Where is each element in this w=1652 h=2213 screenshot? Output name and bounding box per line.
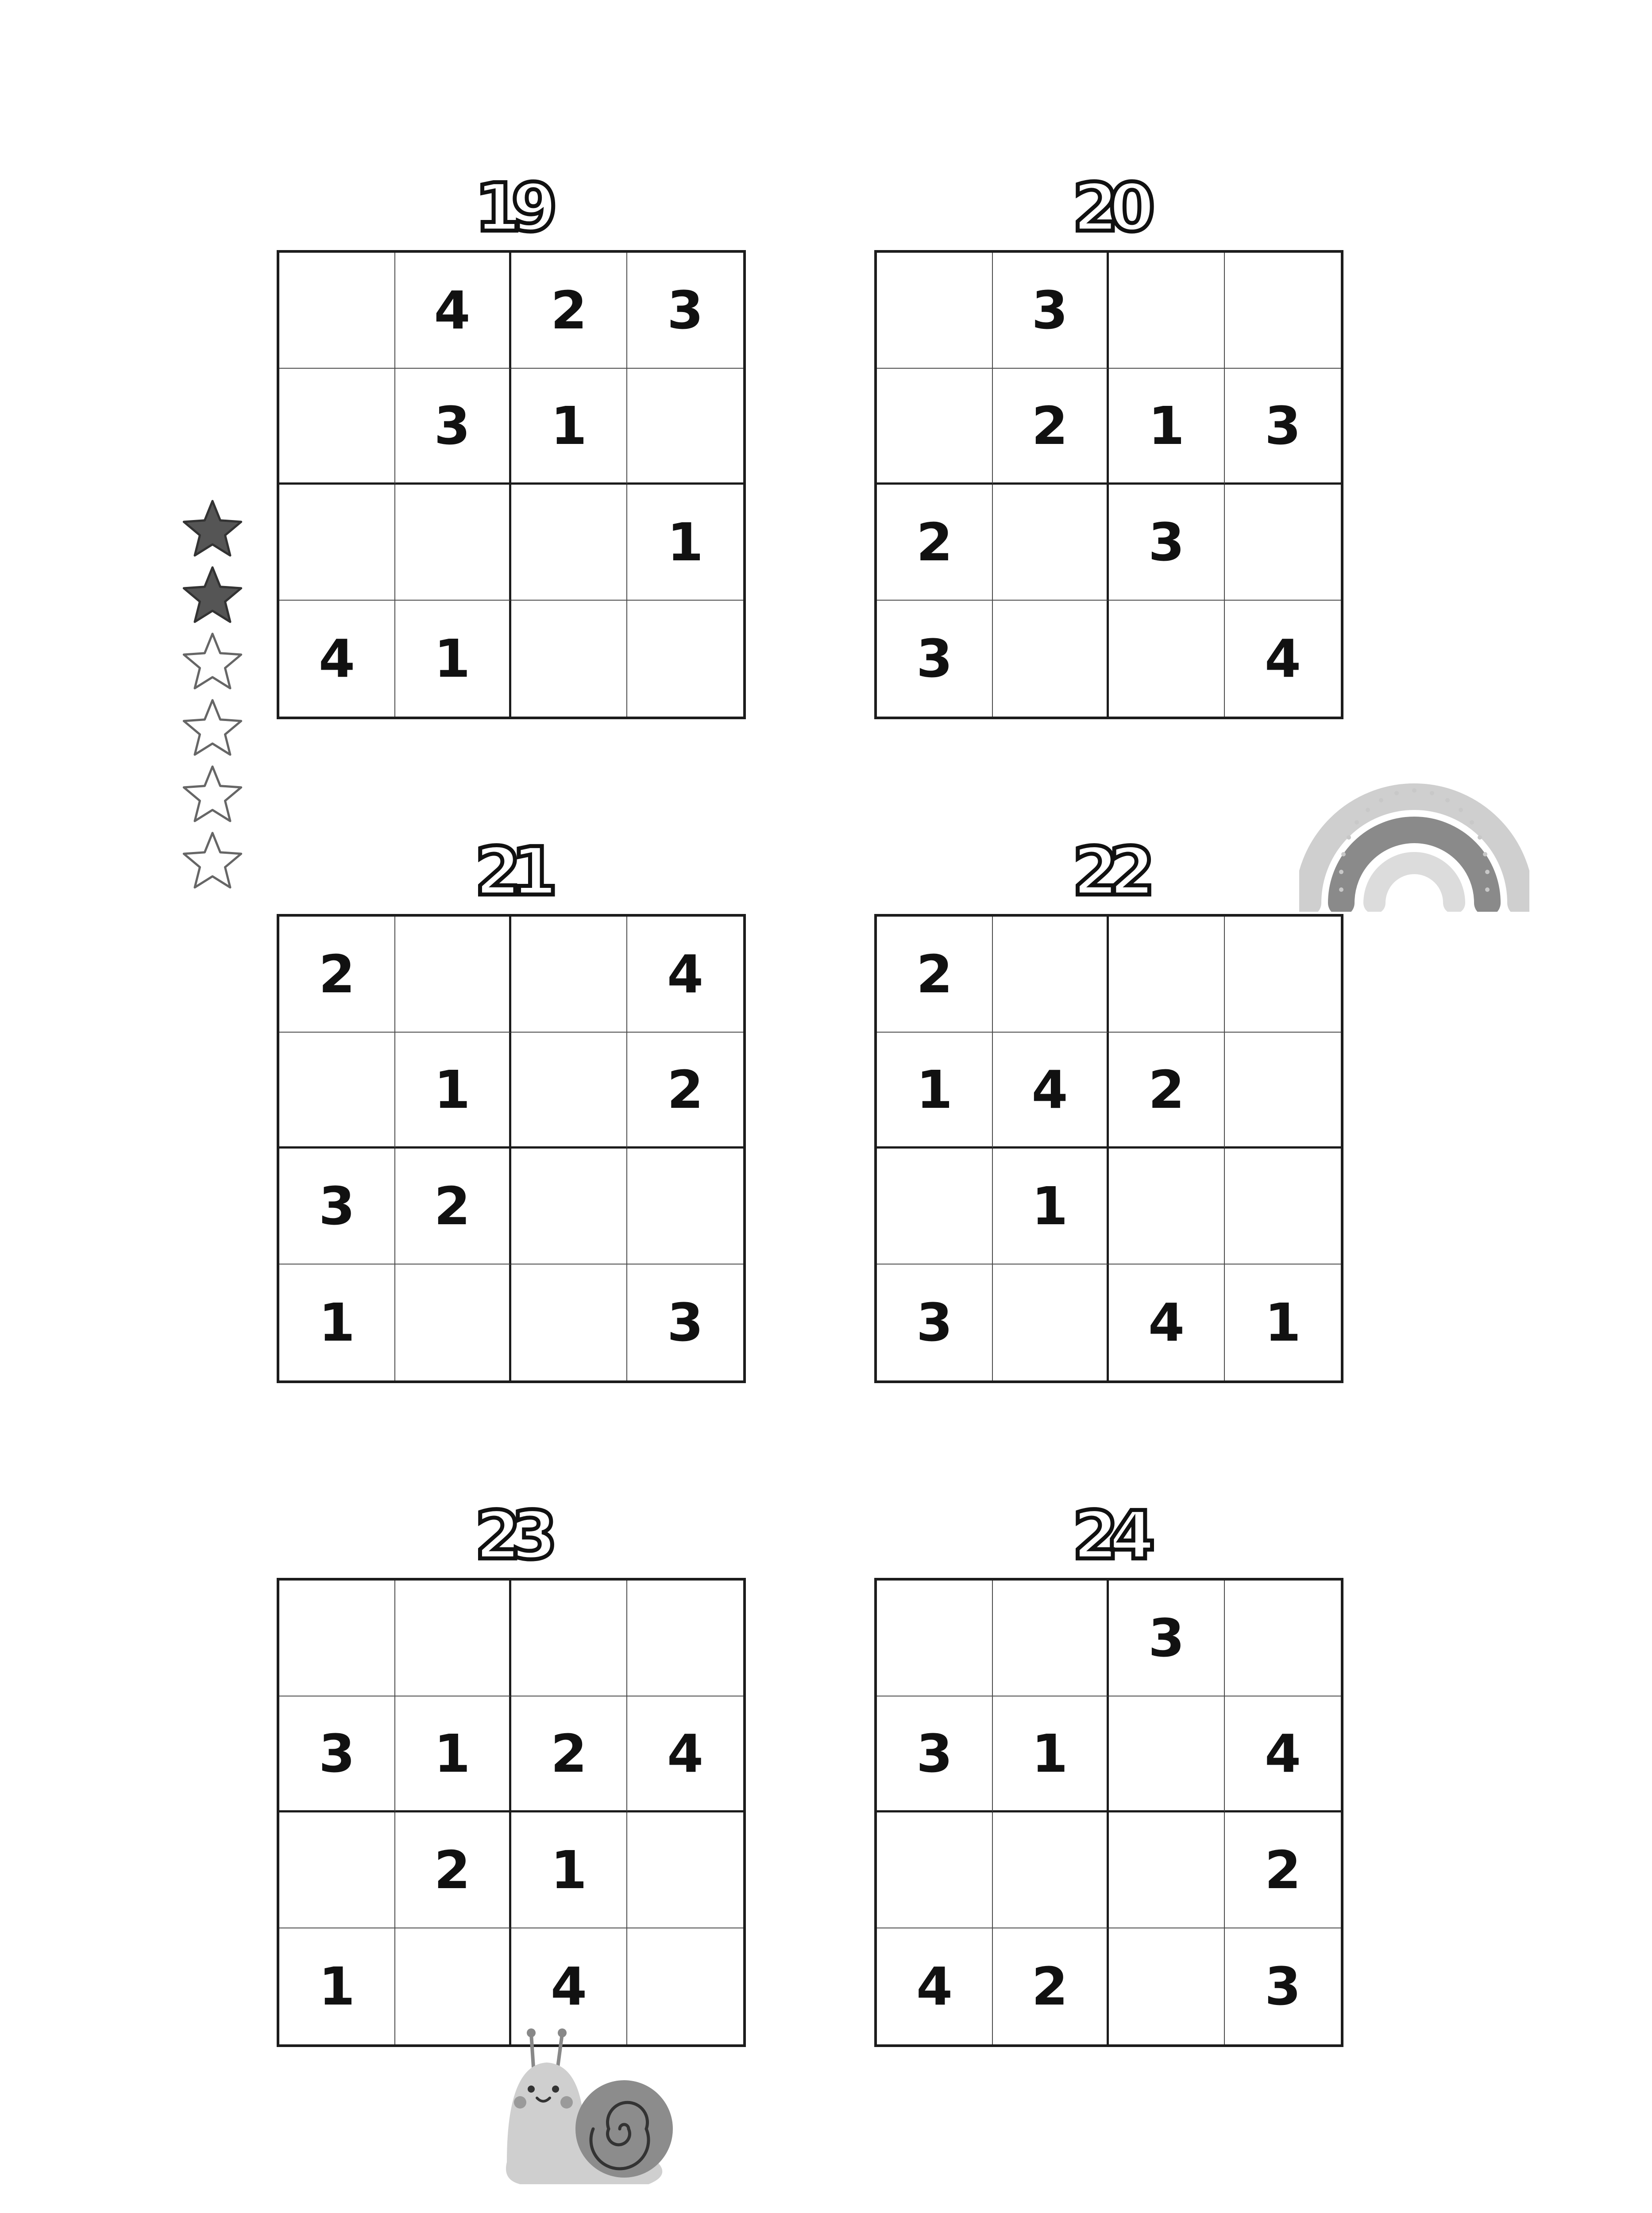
sudoku-cell[interactable]: 4 [877, 1928, 993, 2044]
empty-star-icon [179, 761, 246, 828]
puzzle-number: 24 [1072, 1497, 1146, 1574]
sudoku-cell[interactable] [279, 253, 395, 369]
sudoku-grid [874, 914, 1343, 1383]
sudoku-cell[interactable]: 2 [1109, 1033, 1225, 1149]
sudoku-cell[interactable] [1109, 1149, 1225, 1265]
sudoku-cell[interactable] [877, 253, 993, 369]
sudoku-cell[interactable]: 2 [511, 253, 627, 369]
sudoku-cell[interactable] [877, 369, 993, 485]
sudoku-cell[interactable]: 2 [395, 1149, 511, 1265]
empty-star-icon [179, 828, 246, 894]
sudoku-cell[interactable]: 1 [395, 1696, 511, 1812]
sudoku-cell[interactable] [627, 1149, 743, 1265]
sudoku-cell[interactable] [279, 369, 395, 485]
sudoku-cell[interactable] [511, 1033, 627, 1149]
empty-star-icon [179, 628, 246, 695]
sudoku-cell[interactable] [395, 1265, 511, 1380]
sudoku-cell[interactable]: 3 [1109, 485, 1225, 601]
puzzle-number: 23 [475, 1497, 548, 1574]
sudoku-cell[interactable]: 3 [627, 253, 743, 369]
sudoku-cell[interactable] [877, 1149, 993, 1265]
sudoku-cell[interactable]: 3 [279, 1696, 395, 1812]
sudoku-cell[interactable]: 2 [877, 485, 993, 601]
sudoku-cell[interactable]: 2 [511, 1696, 627, 1812]
sudoku-cell[interactable]: 4 [1264, 628, 1301, 689]
puzzle-number: 20 [1072, 170, 1146, 247]
sudoku-cell[interactable]: 1 [395, 1033, 511, 1149]
sudoku-cell[interactable]: 2 [1225, 1812, 1341, 1928]
filled-star-icon [179, 496, 246, 562]
sudoku-cell[interactable]: 3 [395, 369, 511, 485]
sudoku-cell[interactable]: 1 [511, 369, 627, 485]
sudoku-cell[interactable]: 1 [279, 1265, 395, 1380]
puzzle-number: 19 [475, 170, 548, 247]
sudoku-cell[interactable]: 3 [877, 1265, 993, 1380]
sudoku-cell[interactable]: 2 [993, 1928, 1109, 2044]
filled-star-icon [179, 562, 246, 628]
sudoku-cell[interactable] [627, 1812, 743, 1928]
sudoku-cell[interactable]: 2 [993, 369, 1109, 485]
sudoku-cell[interactable] [627, 369, 743, 485]
sudoku-cell[interactable] [279, 1812, 395, 1928]
sudoku-cell[interactable]: 1 [1264, 1292, 1301, 1353]
sudoku-cell[interactable] [993, 917, 1109, 1033]
sudoku-cell[interactable] [1109, 1928, 1225, 2044]
empty-star-icon [179, 695, 246, 761]
sudoku-cell[interactable] [1225, 485, 1341, 601]
sudoku-cell[interactable]: 1 [1109, 369, 1225, 485]
sudoku-cell[interactable]: 2 [877, 917, 993, 1033]
puzzle-number: 21 [475, 833, 548, 910]
sudoku-cell[interactable] [1109, 1812, 1225, 1928]
sudoku-cell[interactable]: 1 [395, 601, 511, 717]
puzzle-number: 22 [1072, 833, 1146, 910]
sudoku-cell[interactable] [993, 1581, 1109, 1696]
sudoku-grid [277, 250, 746, 719]
sudoku-cell[interactable] [877, 1581, 993, 1696]
sudoku-grid [277, 914, 746, 1383]
sudoku-cell[interactable] [511, 485, 627, 601]
sudoku-cell[interactable] [511, 601, 627, 717]
sudoku-cell[interactable] [1109, 917, 1225, 1033]
sudoku-cell[interactable] [1225, 1033, 1341, 1149]
sudoku-cell[interactable] [279, 1033, 395, 1149]
difficulty-rating [179, 496, 250, 894]
sudoku-cell[interactable]: 1 [877, 1033, 993, 1149]
sudoku-cell[interactable] [993, 1265, 1109, 1380]
sudoku-cell[interactable] [395, 917, 511, 1033]
sudoku-cell[interactable] [511, 1581, 627, 1696]
sudoku-cell[interactable]: 3 [667, 1292, 704, 1353]
rainbow-icon [1299, 726, 1529, 912]
sudoku-cell[interactable]: 4 [627, 917, 743, 1033]
sudoku-grid [874, 1578, 1343, 2047]
sudoku-cell[interactable]: 4 [511, 1928, 627, 2044]
sudoku-cell[interactable]: 1 [627, 485, 743, 601]
sudoku-cell[interactable]: 3 [877, 1696, 993, 1812]
sudoku-cell[interactable] [627, 601, 743, 717]
sudoku-cell[interactable] [627, 1581, 743, 1696]
sudoku-cell[interactable] [993, 485, 1109, 601]
sudoku-cell[interactable] [1225, 917, 1341, 1033]
sudoku-cell[interactable]: 1 [279, 1928, 395, 2044]
sudoku-cell[interactable] [993, 1812, 1109, 1928]
sudoku-cell[interactable]: 1 [993, 1149, 1109, 1265]
sudoku-cell[interactable] [1225, 1581, 1341, 1696]
sudoku-cell[interactable] [1225, 253, 1341, 369]
sudoku-cell[interactable] [395, 1581, 511, 1696]
sudoku-cell[interactable] [1109, 1696, 1225, 1812]
sudoku-cell[interactable] [395, 485, 511, 601]
sudoku-cell[interactable]: 4 [279, 601, 395, 717]
sudoku-cell[interactable]: 1 [511, 1812, 627, 1928]
sudoku-cell[interactable] [279, 1581, 395, 1696]
sudoku-cell[interactable]: 4 [1225, 1696, 1341, 1812]
sudoku-cell[interactable]: 4 [395, 253, 511, 369]
sudoku-grid [277, 1578, 746, 2047]
sudoku-cell[interactable] [877, 1812, 993, 1928]
sudoku-cell[interactable]: 3 [877, 601, 993, 717]
sudoku-cell[interactable]: 1 [993, 1696, 1109, 1812]
sudoku-cell[interactable]: 2 [627, 1033, 743, 1149]
sudoku-cell[interactable] [1225, 1149, 1341, 1265]
sudoku-cell[interactable]: 2 [279, 917, 395, 1033]
sudoku-cell[interactable]: 3 [1109, 1581, 1225, 1696]
sudoku-cell[interactable]: 2 [395, 1812, 511, 1928]
sudoku-grid [874, 250, 1343, 719]
sudoku-cell[interactable] [511, 917, 627, 1033]
sudoku-cell[interactable]: 3 [1264, 1956, 1301, 2017]
sudoku-cell[interactable]: 3 [279, 1149, 395, 1265]
sudoku-cell[interactable] [511, 1149, 627, 1265]
sudoku-cell[interactable]: 4 [627, 1696, 743, 1812]
sudoku-cell[interactable] [511, 1265, 627, 1380]
sudoku-cell[interactable] [279, 485, 395, 601]
sudoku-cell[interactable]: 3 [1225, 369, 1341, 485]
sudoku-cell[interactable]: 3 [993, 253, 1109, 369]
snail-icon [489, 2016, 693, 2202]
sudoku-cell[interactable] [1109, 601, 1225, 717]
sudoku-cell[interactable]: 4 [1109, 1265, 1225, 1380]
sudoku-cell[interactable] [1109, 253, 1225, 369]
sudoku-cell[interactable] [993, 601, 1109, 717]
sudoku-cell[interactable]: 4 [993, 1033, 1109, 1149]
